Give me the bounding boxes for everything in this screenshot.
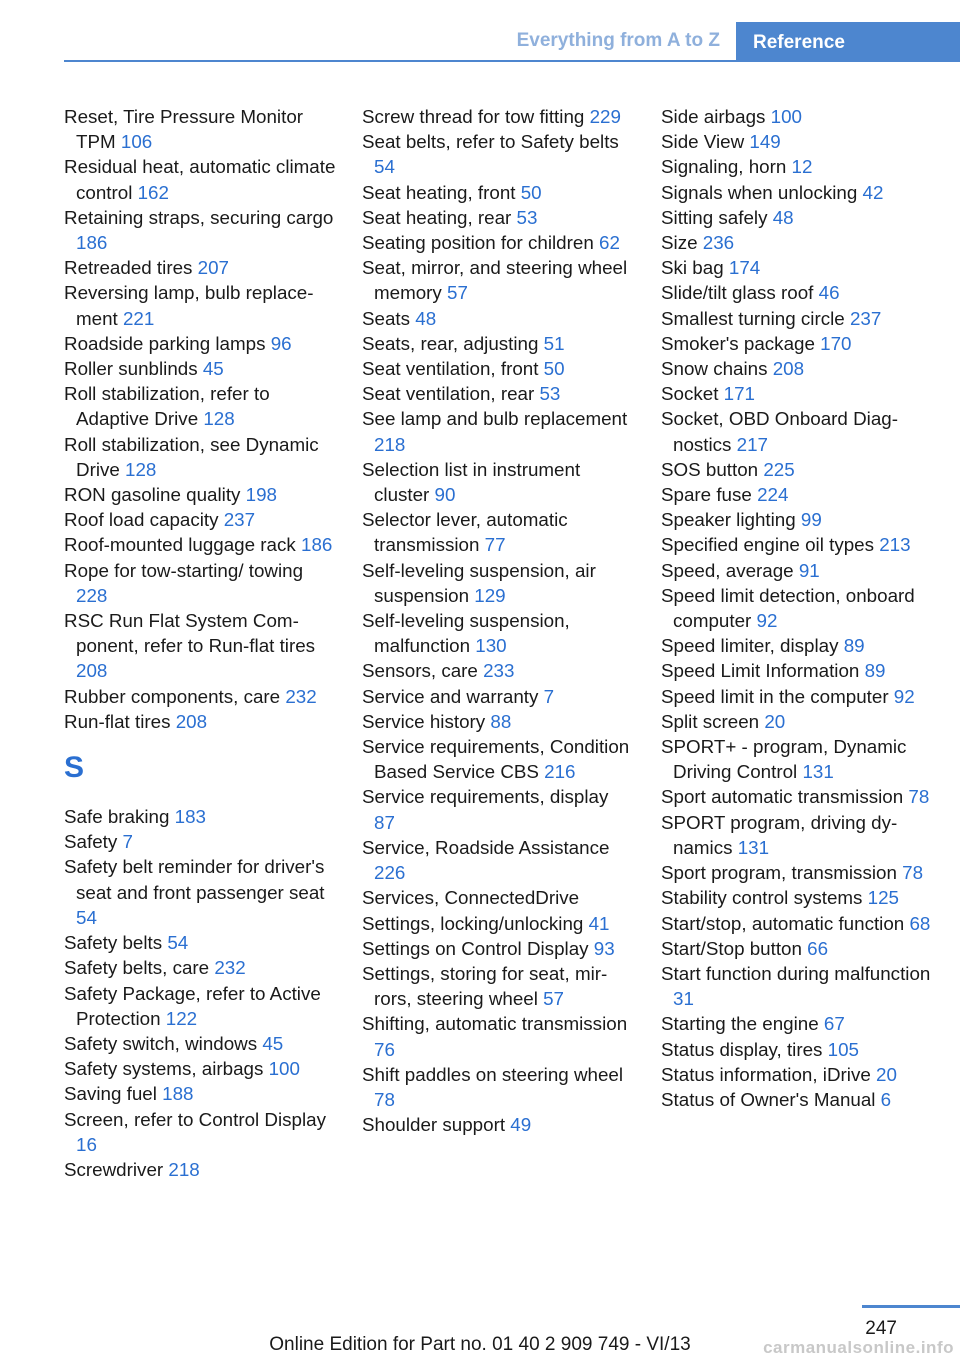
index-entry — [64, 381, 336, 431]
index-term: Smallest turning circle — [661, 307, 845, 329]
index-entry — [64, 709, 336, 734]
index-entry — [362, 406, 634, 456]
index-term: Speed Limit Information — [661, 660, 860, 682]
page-link[interactable]: 53 — [516, 206, 538, 228]
page-link[interactable]: 78 — [374, 1088, 395, 1110]
index-entry — [64, 154, 336, 204]
index-entry — [661, 709, 933, 734]
index-entry — [661, 784, 933, 809]
page-link[interactable]: 88 — [490, 710, 512, 732]
page-link[interactable]: 92 — [893, 685, 915, 707]
index-term: Shoulder support — [362, 1114, 506, 1136]
page-link[interactable]: 198 — [245, 484, 277, 506]
index-entry — [661, 381, 933, 406]
index-entry — [362, 734, 634, 784]
index-entry — [64, 356, 336, 381]
index-entry — [661, 356, 933, 381]
page-link[interactable]: 62 — [599, 232, 620, 254]
index-entry — [362, 1011, 634, 1061]
index-term: Slide/tilt glass roof — [661, 282, 814, 304]
page-link[interactable]: 51 — [543, 332, 565, 354]
index-term: Seat heating, front — [362, 181, 516, 203]
index-term: Run-flat tires — [64, 710, 171, 732]
index-term: Status of Owner's Manual — [661, 1088, 876, 1110]
page-link[interactable]: 207 — [197, 257, 229, 279]
index-term: Speed limit detection, onboard computer — [661, 584, 915, 632]
page-link[interactable]: 49 — [510, 1114, 532, 1136]
index-entry — [362, 558, 634, 608]
index-term: Safety belts, care — [64, 957, 210, 979]
index-entry — [661, 658, 933, 683]
index-term: Stability control systems — [661, 887, 863, 909]
page-link[interactable]: 106 — [120, 131, 153, 153]
index-entry — [661, 810, 933, 860]
page-link[interactable]: 48 — [415, 307, 437, 329]
page-link[interactable]: 131 — [737, 836, 770, 858]
index-term: Retreaded tires — [64, 257, 193, 279]
index-term: Service requirements, Condition Based Service CBS — [362, 736, 630, 783]
index-entry — [362, 306, 634, 331]
page-link[interactable]: 6 — [880, 1088, 892, 1110]
index-column-3 — [661, 104, 933, 1112]
index-entry — [362, 709, 634, 734]
index-term: RSC Run Flat System Component, refer to Run-flat tires — [64, 610, 316, 657]
edition-note: Online Edition for Part no. 01 40 2 909 749 - VI/13 — [269, 1334, 691, 1355]
index-entry — [362, 381, 634, 406]
index-term: Roof-mounted luggage rack — [64, 534, 296, 556]
page-link[interactable]: 129 — [474, 584, 506, 606]
index-term: See lamp and bulb replacement — [362, 408, 628, 430]
index-entry — [661, 129, 933, 154]
index-term: Reset, Tire Pressure Monitor TPM — [64, 106, 304, 153]
index-term: Signaling, horn — [661, 156, 787, 178]
index-term: Screen, refer to Control Display — [64, 1108, 327, 1130]
index-entry — [362, 1112, 634, 1137]
index-entry — [362, 129, 634, 179]
page-link[interactable]: 232 — [285, 685, 317, 707]
index-term: Roadside parking lamps — [64, 332, 266, 354]
index-term: Sport program, transmission — [661, 862, 897, 884]
page-link[interactable]: 48 — [772, 206, 794, 228]
index-term: Settings on Control Display — [362, 937, 589, 959]
page-link[interactable]: 20 — [764, 710, 786, 732]
index-term: Split screen — [661, 710, 760, 732]
index-term: Start/Stop button — [661, 937, 802, 959]
index-entry — [661, 1011, 933, 1036]
index-entry — [64, 331, 336, 356]
page-link[interactable]: 46 — [818, 282, 840, 304]
page-link[interactable]: 57 — [447, 282, 468, 304]
page-link[interactable]: 45 — [262, 1032, 284, 1054]
page-link[interactable]: 87 — [374, 811, 395, 833]
index-term: Side airbags — [661, 106, 766, 127]
page-link[interactable]: 41 — [588, 912, 610, 934]
page-link[interactable]: 91 — [798, 559, 820, 581]
index-term: Self-leveling suspension, air suspension — [362, 559, 596, 606]
index-entry — [661, 558, 933, 583]
index-term: Safe braking — [64, 806, 170, 828]
index-entry — [64, 854, 336, 930]
header-section-title: Everything from A to Z — [516, 30, 720, 51]
index-term: Status information, iDrive — [661, 1063, 871, 1085]
page-link[interactable]: 76 — [374, 1038, 395, 1060]
index-entry — [661, 1037, 933, 1062]
page-link[interactable]: 232 — [214, 957, 246, 979]
index-entry — [661, 532, 933, 557]
page-link[interactable]: 77 — [484, 534, 506, 556]
index-entry — [64, 1031, 336, 1056]
page-link[interactable]: 57 — [543, 988, 564, 1010]
index-term: Seat ventilation, front — [362, 358, 539, 380]
page-link[interactable]: 221 — [122, 307, 155, 329]
index-entry — [64, 1081, 336, 1106]
index-term: Snow chains — [661, 358, 768, 380]
header-tab-reference: Reference — [736, 22, 960, 62]
page-link[interactable]: 67 — [823, 1013, 845, 1035]
index-term: Seats — [362, 307, 411, 329]
index-entry — [64, 532, 336, 557]
index-entry — [661, 583, 933, 633]
page-link[interactable]: 105 — [827, 1038, 860, 1060]
index-term: Saving fuel — [64, 1083, 157, 1105]
index-term: Settings, locking/unlocking — [362, 912, 584, 934]
index-term: Seating position for children — [362, 232, 594, 254]
index-entry — [64, 829, 336, 854]
page-link[interactable]: 54 — [374, 156, 395, 178]
index-term: Roof load capacity — [64, 509, 219, 531]
page-link[interactable]: 236 — [702, 232, 735, 254]
index-term: Status display, tires — [661, 1038, 823, 1060]
index-term: Side View — [661, 131, 745, 153]
index-entry — [362, 835, 634, 885]
index-entry — [362, 104, 634, 129]
index-term: Safety switch, windows — [64, 1032, 258, 1054]
page-link[interactable]: 183 — [174, 806, 207, 828]
page-link[interactable]: 50 — [520, 181, 542, 203]
page-link[interactable]: 224 — [757, 484, 789, 506]
index-entry — [661, 684, 933, 709]
page-link[interactable]: 68 — [909, 912, 931, 934]
index-term: Signals when unlocking — [661, 181, 858, 203]
page-link[interactable]: 130 — [475, 635, 507, 657]
page-link[interactable]: 237 — [849, 307, 882, 329]
page-link[interactable]: 78 — [908, 786, 930, 808]
page-link[interactable]: 31 — [673, 988, 694, 1010]
index-entry — [64, 205, 336, 255]
index-term: Seat belts, refer to Safety belts — [362, 131, 619, 153]
page-link[interactable]: 229 — [589, 106, 621, 127]
page-link[interactable]: 186 — [76, 232, 108, 254]
index-entry — [661, 457, 933, 482]
page-link[interactable]: 128 — [125, 458, 157, 480]
index-entry — [661, 860, 933, 885]
page-link[interactable]: 20 — [876, 1063, 897, 1085]
index-term: Shifting, automatic transmission — [362, 1013, 628, 1035]
index-entry — [661, 255, 933, 280]
page-number: 247 — [865, 1318, 897, 1339]
page-link[interactable]: 89 — [843, 635, 865, 657]
page-link[interactable]: 128 — [203, 408, 235, 430]
page-link[interactable]: 171 — [723, 383, 755, 405]
index-term: Settings, storing for seat, mirrors, steering wheel — [362, 962, 608, 1010]
page-link[interactable]: 99 — [800, 509, 822, 531]
index-term: Speed limiter, display — [661, 635, 839, 657]
index-entry — [661, 885, 933, 910]
index-term: Sitting safely — [661, 206, 768, 228]
index-entry — [661, 154, 933, 179]
index-term: Roller sunblinds — [64, 358, 198, 380]
page-link[interactable]: 92 — [756, 610, 778, 632]
index-term: Service and warranty — [362, 685, 539, 707]
index-term: Size — [661, 232, 698, 254]
index-entry — [64, 981, 336, 1031]
index-entry — [362, 1062, 634, 1112]
page-link[interactable]: 218 — [168, 1158, 200, 1180]
index-term: Smoker's package — [661, 332, 815, 354]
page-link[interactable]: 213 — [879, 534, 911, 556]
index-term: Start function during malfunction — [661, 962, 931, 984]
index-term: Specified engine oil types — [661, 534, 874, 556]
index-term: Retaining straps, securing cargo — [64, 206, 334, 228]
index-entry — [64, 482, 336, 507]
index-term: Service requirements, display — [362, 786, 609, 808]
page-link[interactable]: 218 — [374, 433, 406, 455]
page-link[interactable]: 188 — [162, 1083, 194, 1105]
page-link[interactable]: 217 — [736, 433, 769, 455]
index-entry — [64, 558, 336, 608]
index-entry — [362, 608, 634, 658]
page-link[interactable]: 208 — [76, 660, 108, 682]
page-link[interactable]: 186 — [301, 534, 333, 556]
index-entry — [661, 633, 933, 658]
index-entry — [64, 1056, 336, 1081]
index-entry — [661, 961, 933, 1011]
index-entry — [661, 482, 933, 507]
index-entry — [64, 930, 336, 955]
index-entry — [362, 331, 634, 356]
index-term: Start/stop, automatic function — [661, 912, 905, 934]
page-link[interactable]: 170 — [820, 332, 852, 354]
page-link[interactable]: 228 — [76, 584, 108, 606]
index-entry — [661, 180, 933, 205]
page-link[interactable]: 42 — [862, 181, 884, 203]
page-link[interactable]: 66 — [807, 937, 829, 959]
index-term: Service, Roadside Assistance — [362, 836, 610, 858]
index-term: Residual heat, automatic climate control — [64, 156, 336, 203]
index-term: Starting the engine — [661, 1013, 819, 1035]
index-term: SPORT+ - program, Dynamic Driving Control — [661, 736, 907, 783]
index-term: Ski bag — [661, 257, 724, 279]
index-column-2 — [362, 104, 634, 1137]
index-entry — [64, 104, 336, 154]
index-term: Reversing lamp, bulb replacement — [64, 282, 314, 329]
index-term: Safety Package, refer to Active Protection — [64, 982, 321, 1029]
page-link[interactable]: 90 — [434, 484, 456, 506]
index-term: Safety belt reminder for driver's seat and front passenger seat — [64, 856, 325, 903]
index-entry — [661, 104, 933, 129]
index-entry — [64, 507, 336, 532]
index-entry — [362, 255, 634, 305]
index-entry — [362, 911, 634, 936]
index-term: Services, ConnectedDrive — [362, 887, 580, 909]
index-term: Socket — [661, 383, 719, 405]
index-term: Roll stabilization, refer to Adaptive Drive — [64, 383, 270, 430]
page-link[interactable]: 125 — [867, 887, 900, 909]
index-term: Roll stabilization, see Dynamic Drive — [64, 433, 319, 480]
index-term: Service history — [362, 710, 486, 732]
index-entry — [362, 507, 634, 557]
page-link[interactable]: 162 — [137, 181, 169, 203]
index-letter-heading: S — [64, 751, 85, 785]
index-entry — [362, 205, 634, 230]
index-entry — [661, 230, 933, 255]
index-term: Speed, average — [661, 559, 794, 581]
index-entry — [362, 356, 634, 381]
page-link[interactable]: 78 — [902, 862, 924, 884]
page-link[interactable]: 131 — [802, 761, 834, 783]
page-link[interactable]: 7 — [543, 685, 555, 707]
index-entry — [661, 331, 933, 356]
index-term: Self-leveling suspension, malfunction — [362, 610, 570, 657]
index-entry — [661, 280, 933, 305]
page-link[interactable]: 208 — [175, 710, 208, 732]
page-link[interactable]: 149 — [749, 131, 781, 153]
index-term: Seat heating, rear — [362, 206, 512, 228]
index-entry — [661, 1062, 933, 1087]
index-entry — [362, 658, 634, 683]
index-entry — [661, 507, 933, 532]
page-link[interactable]: 174 — [728, 257, 761, 279]
page-link[interactable]: 237 — [223, 509, 256, 531]
page-link[interactable]: 226 — [374, 862, 406, 884]
page-link[interactable]: 225 — [763, 458, 795, 480]
index-entry — [661, 734, 933, 784]
index-term: SPORT program, driving dynamics — [661, 811, 898, 858]
index-column-1 — [64, 104, 336, 1182]
index-entry — [64, 1157, 336, 1182]
index-entry — [661, 911, 933, 936]
footer-rule — [862, 1305, 960, 1308]
index-term: Socket, OBD Onboard Diagnostics — [661, 408, 898, 455]
index-entry — [362, 784, 634, 834]
index-entry — [64, 432, 336, 482]
index-term: Rope for tow-starting/ towing — [64, 559, 304, 581]
index-term: Screw thread for tow fitting — [362, 106, 585, 127]
index-entry — [64, 1107, 336, 1157]
index-term: Sport automatic transmission — [661, 786, 904, 808]
index-entry — [64, 608, 336, 684]
index-term: Seat, mirror, and steering wheel memory — [362, 257, 628, 304]
index-entry — [64, 280, 336, 330]
index-entry — [362, 457, 634, 507]
index-term: Safety systems, airbags — [64, 1058, 264, 1080]
index-entry — [362, 180, 634, 205]
index-term: RON gasoline quality — [64, 484, 241, 506]
index-entry — [661, 936, 933, 961]
page-link[interactable]: 216 — [544, 761, 576, 783]
index-term: Safety — [64, 831, 118, 853]
page-link[interactable]: 50 — [543, 358, 565, 380]
watermark: carmanualsonline.info — [763, 1338, 954, 1357]
page-link[interactable]: 54 — [76, 906, 97, 928]
index-entry — [362, 230, 634, 255]
index-entry — [661, 1087, 933, 1112]
page-link[interactable]: 54 — [167, 932, 189, 954]
page-link[interactable]: 122 — [165, 1007, 198, 1029]
page-link[interactable]: 208 — [772, 358, 805, 380]
index-term: Speed limit in the computer — [661, 685, 889, 707]
page-link[interactable]: 45 — [202, 358, 224, 380]
index-entry — [362, 684, 634, 709]
index-entry — [661, 306, 933, 331]
page-link[interactable]: 93 — [593, 937, 615, 959]
index-term: Seat ventilation, rear — [362, 383, 535, 405]
page-link[interactable]: 7 — [122, 831, 133, 853]
index-term: Selection list in instrument cluster — [362, 458, 581, 506]
page-link[interactable]: 16 — [76, 1133, 97, 1155]
index-entry — [661, 406, 933, 456]
page-link[interactable]: 96 — [270, 332, 292, 354]
page-link[interactable]: 100 — [770, 106, 802, 127]
page-link[interactable]: 89 — [864, 660, 886, 682]
index-term: Speaker lighting — [661, 509, 796, 531]
index-entry — [362, 885, 634, 910]
index-entry — [362, 961, 634, 1011]
page-link[interactable]: 233 — [483, 660, 515, 682]
index-term: Sensors, care — [362, 660, 478, 682]
page-link[interactable]: 53 — [539, 383, 561, 405]
index-entry — [64, 684, 336, 709]
index-term: Spare fuse — [661, 484, 752, 506]
index-term: SOS button — [661, 458, 759, 480]
index-entry — [362, 936, 634, 961]
index-term: Safety belts — [64, 932, 163, 954]
page-link[interactable]: 12 — [791, 156, 813, 178]
index-entry — [64, 804, 336, 829]
page-link[interactable]: 100 — [268, 1058, 300, 1080]
index-term: Selector lever, automatic transmission — [362, 509, 568, 556]
index-entry — [64, 255, 336, 280]
index-entry — [661, 205, 933, 230]
index-term: Screwdriver — [64, 1158, 164, 1180]
index-term: Rubber components, care — [64, 685, 281, 707]
index-term: Shift paddles on steering wheel — [362, 1063, 624, 1085]
index-entry — [64, 955, 336, 980]
index-term: Seats, rear, adjusting — [362, 332, 539, 354]
